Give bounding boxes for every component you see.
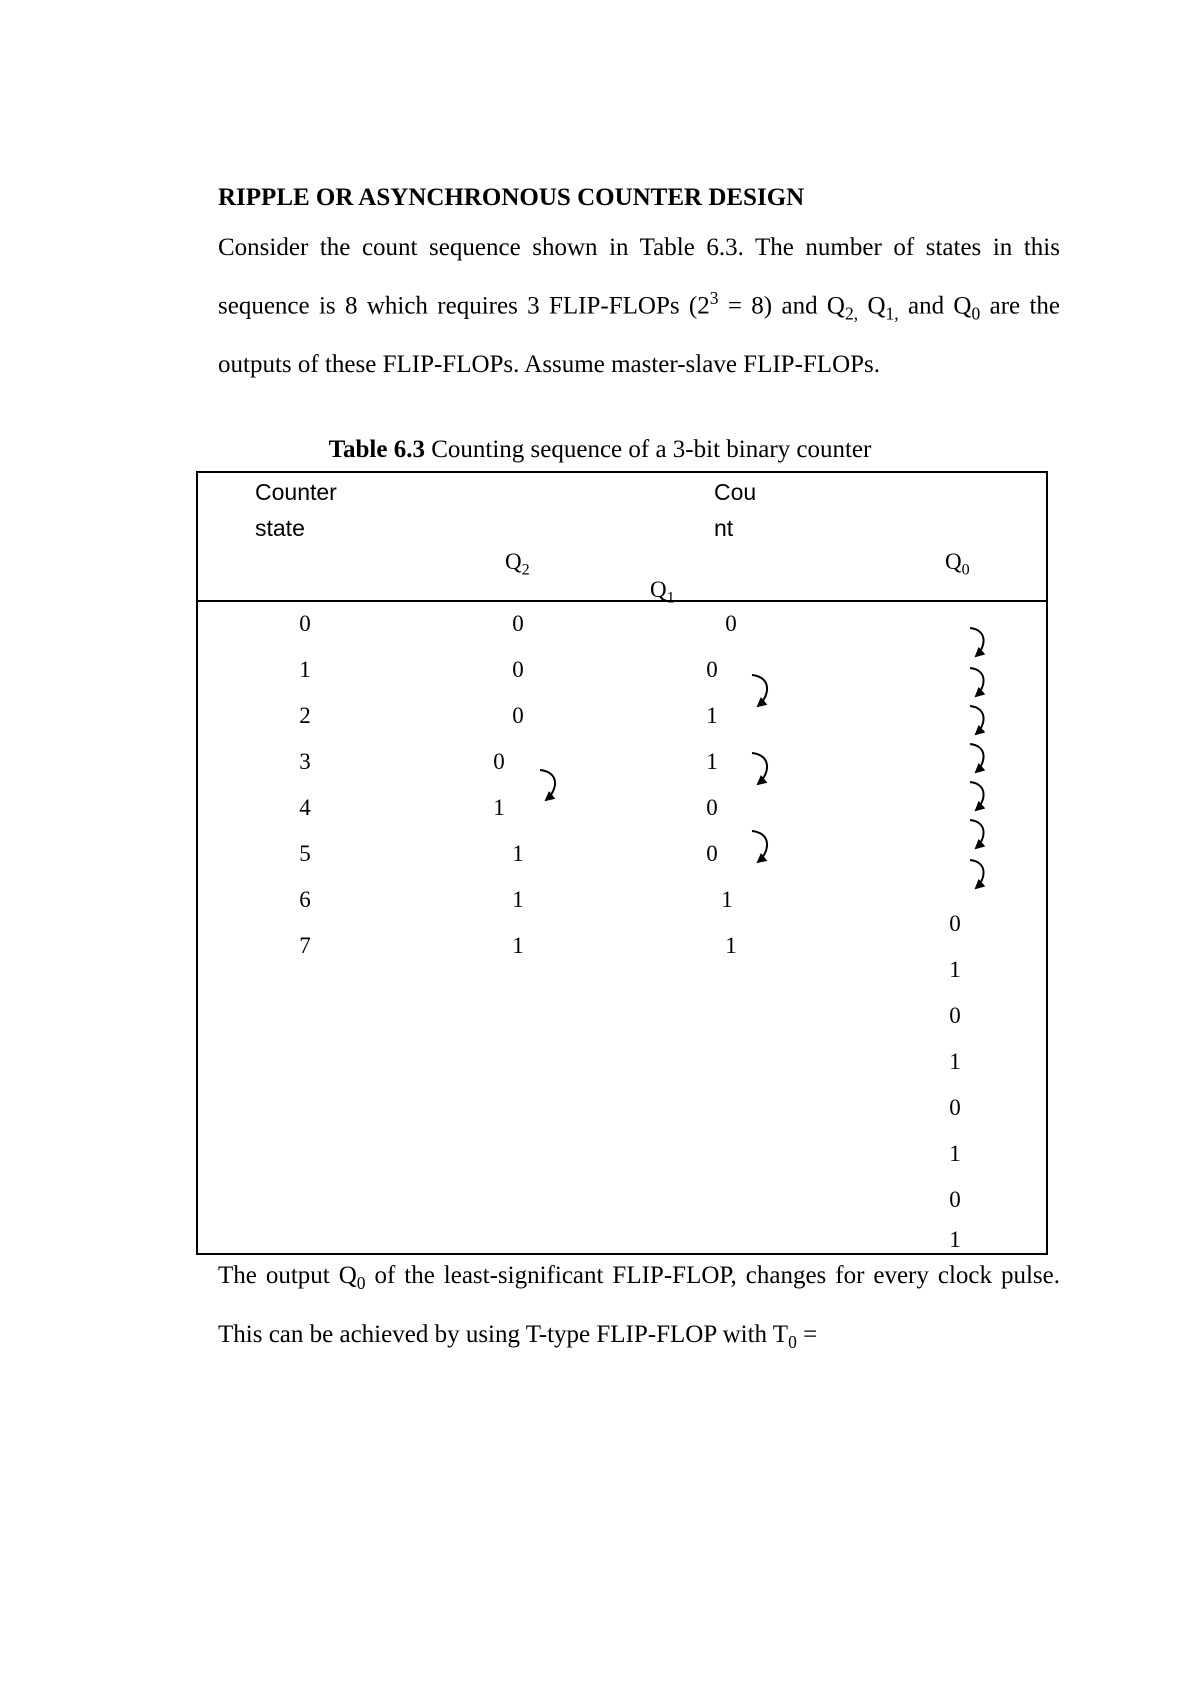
closing-paragraph: The output $Q_0$ of the least-significant FLIP-FLOP, changes for every clock pulse. This can be achieved by using T-type FLIP-FLOP with $T_0$ =: [218, 1262, 1060, 1352]
q1-cell: 1: [706, 749, 718, 774]
q2-cell: 0: [512, 703, 524, 728]
state-cell: 7: [299, 933, 311, 958]
table-caption: Table 6.3 Counting sequence of a 3-bit binary counter: [328, 436, 872, 463]
table-header-rule: [196, 600, 1048, 602]
q1-cell: 0: [706, 795, 718, 820]
q2-cell: 1: [512, 841, 524, 866]
q1-cell: 1: [706, 703, 718, 728]
q2-cell: 0: [512, 611, 524, 636]
q2-cell: 0: [493, 749, 505, 774]
q2-cell: 1: [512, 933, 524, 958]
q2-cell: 1: [512, 887, 524, 912]
state-cell: 1: [299, 657, 311, 682]
state-cell: 2: [299, 703, 311, 728]
q1-cell: 0: [706, 841, 718, 866]
header-counter-state: Counter state: [255, 479, 337, 541]
header-q1: $Q_1$: [650, 577, 675, 607]
q0-cell: 1: [949, 1227, 961, 1252]
q1-cell: 0: [706, 657, 718, 682]
intro-paragraph: Consider the count sequence shown in Table 6.3. The number of states in this sequence is 8 which requires 3 FLIP-FLOPs $(2^3 = 8)$ and $Q_{2,}$ $Q_{1,}$ and $Q_0$ are the outputs of these FLIP-FLOPs. Assume master-slave FLIP-FLOPs.: [218, 234, 1061, 379]
state-cell: 5: [299, 841, 311, 866]
q0-cell: 0: [949, 1187, 961, 1212]
q2-cell: 1: [493, 795, 505, 820]
header-q2: $Q_2$: [505, 549, 530, 579]
q0-cell: 1: [949, 1141, 961, 1166]
q1-cell: 1: [721, 887, 733, 912]
section-heading: RIPPLE OR ASYNCHRONOUS COUNTER DESIGN: [218, 184, 805, 211]
state-cell: 0: [299, 611, 311, 636]
header-count: Cou nt: [714, 479, 757, 541]
state-cell: 3: [299, 749, 311, 774]
state-cell: 4: [299, 795, 311, 820]
q0-cell: 1: [949, 1049, 961, 1074]
q0-cell: 0: [949, 911, 961, 936]
q0-cell: 1: [949, 957, 961, 982]
q0-cell: 0: [949, 1095, 961, 1120]
q1-cell: 1: [725, 933, 737, 958]
q0-cell: 0: [949, 1003, 961, 1028]
q1-cell: 0: [725, 611, 737, 636]
state-cell: 6: [299, 887, 311, 912]
q2-cell: 0: [512, 657, 524, 682]
count-table: [196, 471, 1048, 1255]
header-q0: $Q_0$: [945, 549, 970, 579]
